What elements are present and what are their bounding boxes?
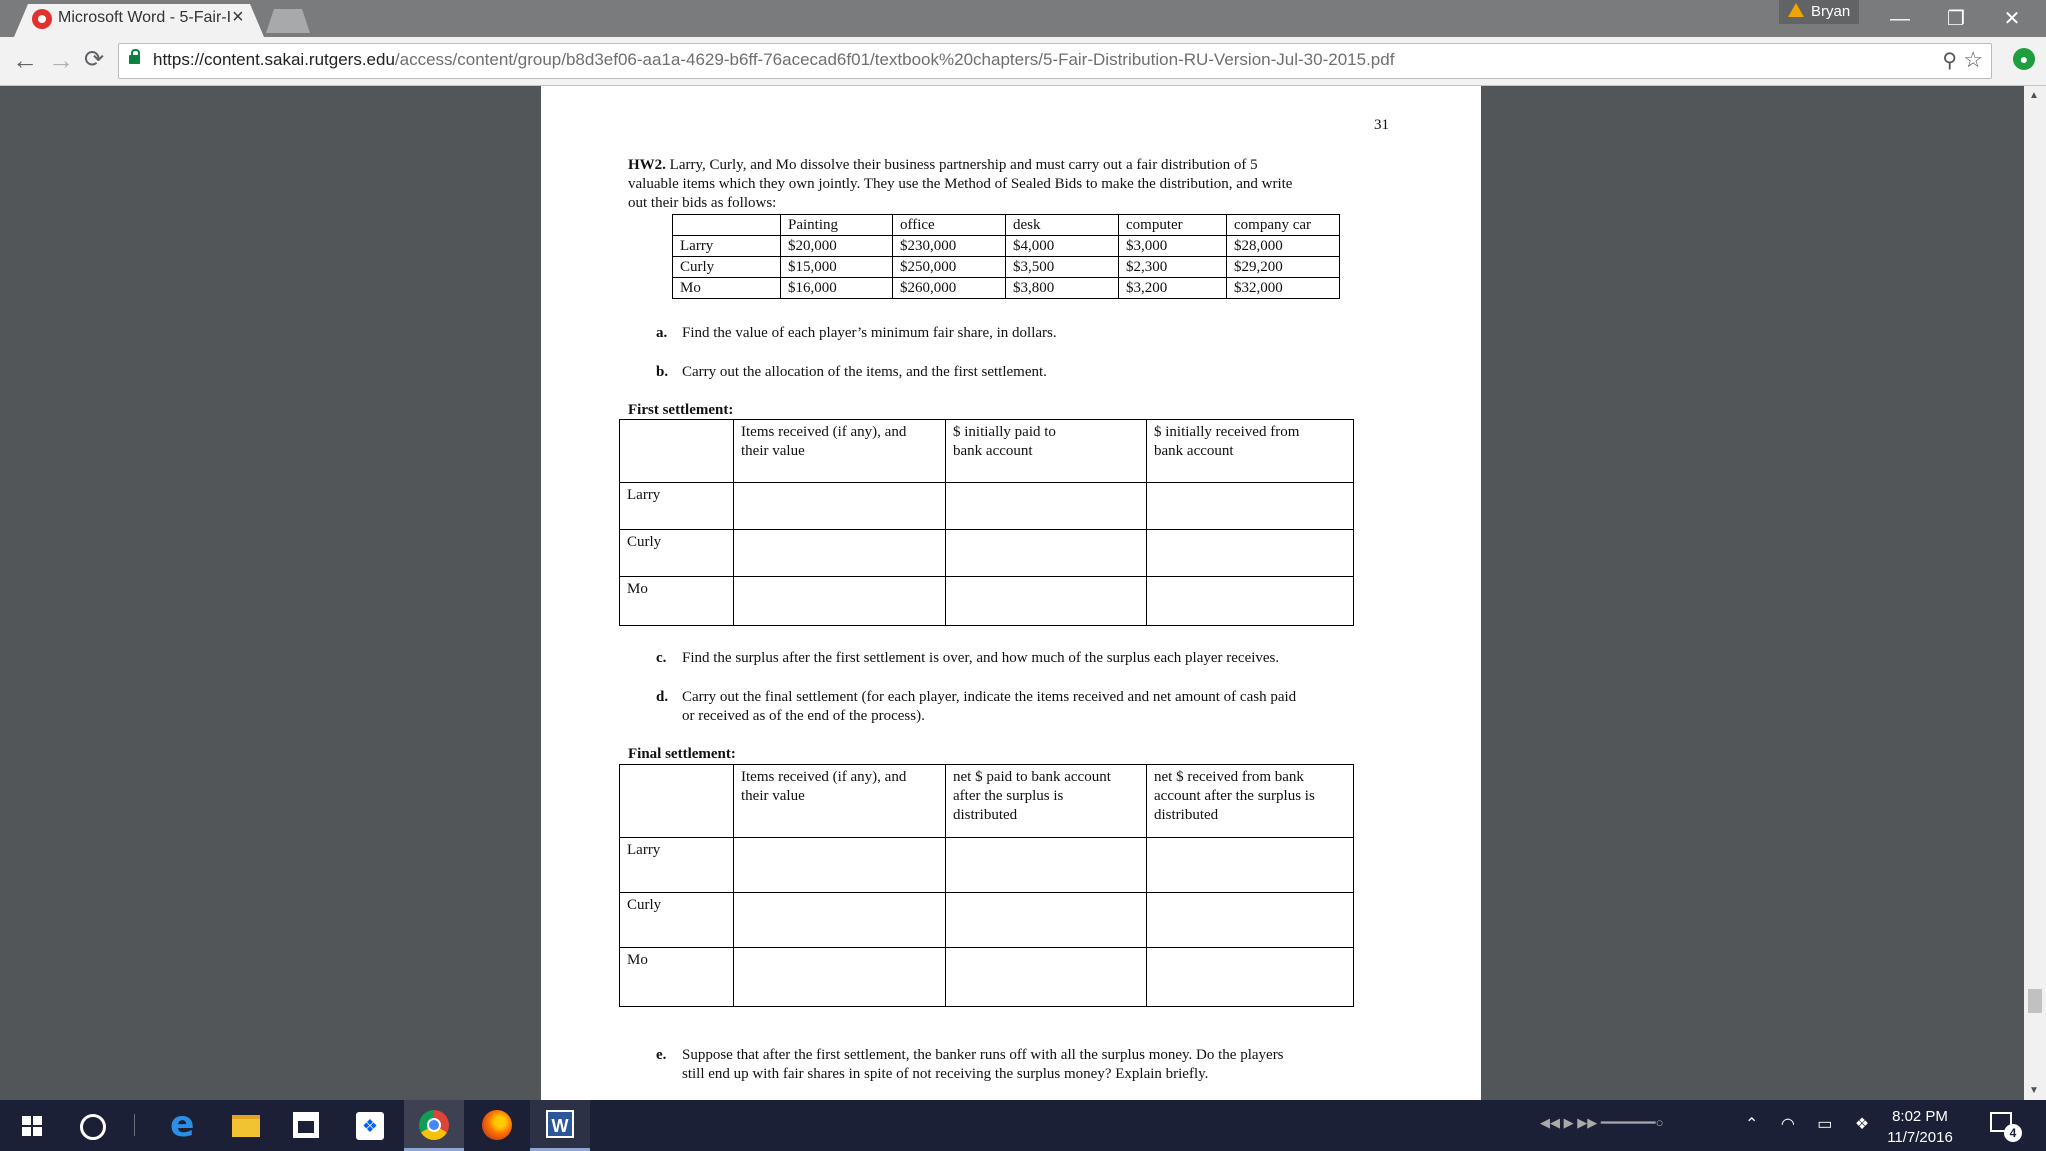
- answer-cell[interactable]: [1147, 483, 1354, 530]
- bids-header-cell: company car: [1227, 215, 1340, 236]
- windows-start-icon[interactable]: [22, 1116, 42, 1136]
- question-d-text: [682, 688, 1296, 726]
- url-host: https://content.sakai.rutgers.edu: [153, 50, 395, 69]
- question-b-label: b.: [656, 364, 669, 380]
- battery-icon[interactable]: ▭: [1817, 1116, 1833, 1133]
- scroll-thumb[interactable]: [2028, 989, 2042, 1013]
- answer-cell[interactable]: [946, 577, 1147, 626]
- clock-time: 8:02 PM: [1892, 1108, 1948, 1125]
- store-icon[interactable]: [293, 1112, 319, 1138]
- first-col2-header: [946, 420, 1147, 483]
- bids-row: [673, 236, 1340, 257]
- table-row: [620, 893, 1354, 948]
- chrome-icon[interactable]: [419, 1110, 449, 1140]
- bids-cell: Curly: [673, 257, 781, 278]
- question-c-label: c.: [656, 650, 667, 666]
- address-bar[interactable]: [118, 43, 1992, 79]
- question-e-label: e.: [656, 1047, 667, 1063]
- final-col2-header: [946, 765, 1147, 838]
- player-name-cell: Larry: [620, 838, 734, 893]
- header-line: $ initially received from: [1154, 424, 1300, 440]
- file-explorer-icon[interactable]: [232, 1115, 260, 1137]
- answer-cell[interactable]: [734, 893, 946, 948]
- first-col3-header: [1147, 420, 1354, 483]
- bids-cell: $230,000: [893, 236, 1006, 257]
- header-line: bank account: [953, 443, 1033, 459]
- reload-icon[interactable]: ⟳: [84, 46, 105, 73]
- question-e-text: [682, 1046, 1284, 1084]
- answer-cell[interactable]: [1147, 577, 1354, 626]
- profile-button[interactable]: [1779, 0, 1859, 24]
- first-settlement-header-row: [620, 420, 1354, 483]
- player-name-cell: Mo: [620, 948, 734, 1007]
- table-row: [620, 577, 1354, 626]
- final-col3-header: [1147, 765, 1354, 838]
- scroll-up-icon[interactable]: ▲: [2029, 90, 2039, 101]
- table-row: [620, 838, 1354, 893]
- header-line: bank account: [1154, 443, 1234, 459]
- bids-cell: $32,000: [1227, 278, 1340, 299]
- empty-header-cell: [620, 420, 734, 483]
- bids-cell: $20,000: [781, 236, 893, 257]
- firefox-icon[interactable]: [482, 1110, 512, 1140]
- title-bar: [0, 0, 2046, 37]
- dropbox-tray-icon[interactable]: ❖: [1854, 1116, 1870, 1133]
- header-line: Items received (if any), and: [741, 424, 907, 440]
- player-name-cell: Mo: [620, 577, 734, 626]
- header-line: their value: [741, 443, 805, 459]
- question-a-text: Find the value of each player’s minimum fair share, in dollars.: [682, 325, 1057, 341]
- new-tab-button[interactable]: [266, 9, 310, 33]
- windows-taskbar: [0, 1100, 2046, 1151]
- sealed-bids-table: [672, 214, 1340, 299]
- bids-cell: $16,000: [781, 278, 893, 299]
- intro-line-3: out their bids as follows:: [628, 195, 777, 211]
- bids-cell: $3,000: [1119, 236, 1227, 257]
- table-row: [620, 530, 1354, 577]
- taskbar-separator: [134, 1114, 135, 1136]
- warning-icon: [1788, 3, 1804, 17]
- show-hidden-icons-icon[interactable]: ⌃: [1745, 1116, 1759, 1133]
- bids-header-cell: Painting: [781, 215, 893, 236]
- final-settlement-heading: Final settlement:: [628, 746, 736, 762]
- restore-button[interactable]: ❐: [1947, 8, 1965, 30]
- question-d-line: or received as of the end of the process).: [682, 708, 925, 724]
- bids-header-row: [673, 215, 1340, 236]
- first-settlement-heading: First settlement:: [628, 402, 734, 418]
- question-a-label: a.: [656, 325, 668, 341]
- answer-cell[interactable]: [734, 948, 946, 1007]
- first-col1-header: [734, 420, 946, 483]
- wifi-icon[interactable]: ◠: [1780, 1116, 1795, 1133]
- bids-row: [673, 278, 1340, 299]
- close-window-button[interactable]: ✕: [2003, 8, 2021, 30]
- edge-browser-icon[interactable]: e: [170, 1104, 195, 1145]
- forward-arrow-icon[interactable]: →: [48, 45, 74, 75]
- problem-intro: [628, 156, 1458, 213]
- question-e-line: still end up with fair shares in spite of not receiving the surplus money? Explain briefly.: [682, 1066, 1209, 1082]
- bids-header-cell: desk: [1006, 215, 1119, 236]
- final-col1-header: [734, 765, 946, 838]
- system-tray[interactable]: [1745, 1114, 1869, 1134]
- answer-cell[interactable]: [734, 530, 946, 577]
- zoom-icon[interactable]: ⚲: [1942, 50, 1957, 72]
- header-line: Items received (if any), and: [741, 769, 907, 785]
- question-e-line: Suppose that after the first settlement, the banker runs off with all the surplus money. Do the players: [682, 1047, 1284, 1063]
- bids-header-cell: office: [893, 215, 1006, 236]
- pdf-viewer: [0, 86, 2024, 1100]
- answer-cell[interactable]: [946, 838, 1147, 893]
- answer-cell[interactable]: [734, 577, 946, 626]
- answer-cell[interactable]: [1147, 530, 1354, 577]
- header-line: distributed: [1154, 807, 1219, 823]
- bids-cell: $3,800: [1006, 278, 1119, 299]
- bookmark-star-icon[interactable]: ☆: [1963, 47, 1983, 72]
- intro-line-2: valuable items which they own jointly. They use the Method of Sealed Bids to make the distribution, and write: [628, 176, 1293, 192]
- clock-date: 11/7/2016: [1887, 1129, 1953, 1146]
- header-line: distributed: [953, 807, 1018, 823]
- question-c-text: Find the surplus after the first settlement is over, and how much of the surplus each player receives.: [682, 650, 1280, 666]
- vertical-scrollbar[interactable]: [2024, 86, 2046, 1100]
- page-number: 31: [1374, 117, 1389, 133]
- tab-title: Microsoft Word - 5-Fair-I: [58, 9, 232, 26]
- answer-cell[interactable]: [1147, 838, 1354, 893]
- browser-toolbar: [0, 37, 2046, 86]
- minimize-button[interactable]: —: [1890, 8, 1910, 30]
- bids-cell: $4,000: [1006, 236, 1119, 257]
- lock-icon: [129, 55, 140, 64]
- header-line: net $ received from bank: [1154, 769, 1304, 785]
- answer-cell[interactable]: [946, 530, 1147, 577]
- bids-header-cell: computer: [1119, 215, 1227, 236]
- empty-header-cell: [620, 765, 734, 838]
- cortana-search-icon[interactable]: [80, 1114, 106, 1140]
- url-text[interactable]: [153, 50, 1394, 70]
- hw-label: HW2.: [628, 157, 666, 173]
- back-arrow-icon[interactable]: ←: [12, 45, 38, 75]
- profile-name: Bryan: [1811, 3, 1851, 20]
- scroll-down-icon[interactable]: ▼: [2029, 1085, 2039, 1096]
- dropbox-icon[interactable]: ❖: [356, 1112, 384, 1140]
- answer-cell[interactable]: [946, 483, 1147, 530]
- bids-cell: $260,000: [893, 278, 1006, 299]
- answer-cell[interactable]: [734, 838, 946, 893]
- header-line: their value: [741, 788, 805, 804]
- final-settlement-header-row: [620, 765, 1354, 838]
- final-settlement-table: [619, 764, 1354, 1007]
- bids-cell: Larry: [673, 236, 781, 257]
- header-line: after the surplus is: [953, 788, 1064, 804]
- extension-icon[interactable]: ●: [2013, 48, 2035, 70]
- player-name-cell: Curly: [620, 530, 734, 577]
- table-row: [620, 483, 1354, 530]
- bids-cell: $250,000: [893, 257, 1006, 278]
- media-controls[interactable]: ◀◀ ▶ ▶▶ ━━━━━━━○: [1540, 1115, 1664, 1130]
- first-settlement-table: [619, 419, 1354, 626]
- bids-cell: $15,000: [781, 257, 893, 278]
- table-row: [620, 948, 1354, 1007]
- bids-row: [673, 257, 1340, 278]
- word-icon[interactable]: W: [546, 1110, 574, 1138]
- pdf-favicon-icon: [32, 9, 52, 29]
- question-d-line: Carry out the final settlement (for each player, indicate the items received and net amount of cash paid: [682, 689, 1297, 705]
- bids-cell: $3,200: [1119, 278, 1227, 299]
- player-name-cell: Larry: [620, 483, 734, 530]
- pdf-page: [541, 86, 1481, 1100]
- notification-count-badge: 4: [2004, 1124, 2022, 1142]
- header-line: account after the surplus is: [1154, 788, 1315, 804]
- clock[interactable]: [1880, 1106, 1960, 1148]
- answer-cell[interactable]: [946, 893, 1147, 948]
- answer-cell[interactable]: [946, 948, 1147, 1007]
- question-b-text: Carry out the allocation of the items, and the first settlement.: [682, 364, 1047, 380]
- bids-cell: $28,000: [1227, 236, 1340, 257]
- bids-cell: $29,200: [1227, 257, 1340, 278]
- bids-cell: $3,500: [1006, 257, 1119, 278]
- header-line: $ initially paid to: [953, 424, 1056, 440]
- answer-cell[interactable]: [734, 483, 946, 530]
- bids-header-cell: [673, 215, 781, 236]
- player-name-cell: Curly: [620, 893, 734, 948]
- intro-line-1: Larry, Curly, and Mo dissolve their business partnership and must carry out a fair distribution of 5: [669, 157, 1258, 173]
- tab-close-icon[interactable]: ×: [232, 6, 244, 28]
- question-d-label: d.: [656, 689, 669, 705]
- url-path: /access/content/group/b8d3ef06-aa1a-4629-b6ff-76acecad6f01/textbook%20chapters/5-Fair-Distribution-RU-Version-Jul-30-2015.pdf: [394, 50, 1395, 69]
- bids-cell: $2,300: [1119, 257, 1227, 278]
- answer-cell[interactable]: [1147, 893, 1354, 948]
- bids-cell: Mo: [673, 278, 781, 299]
- answer-cell[interactable]: [1147, 948, 1354, 1007]
- header-line: net $ paid to bank account: [953, 769, 1111, 785]
